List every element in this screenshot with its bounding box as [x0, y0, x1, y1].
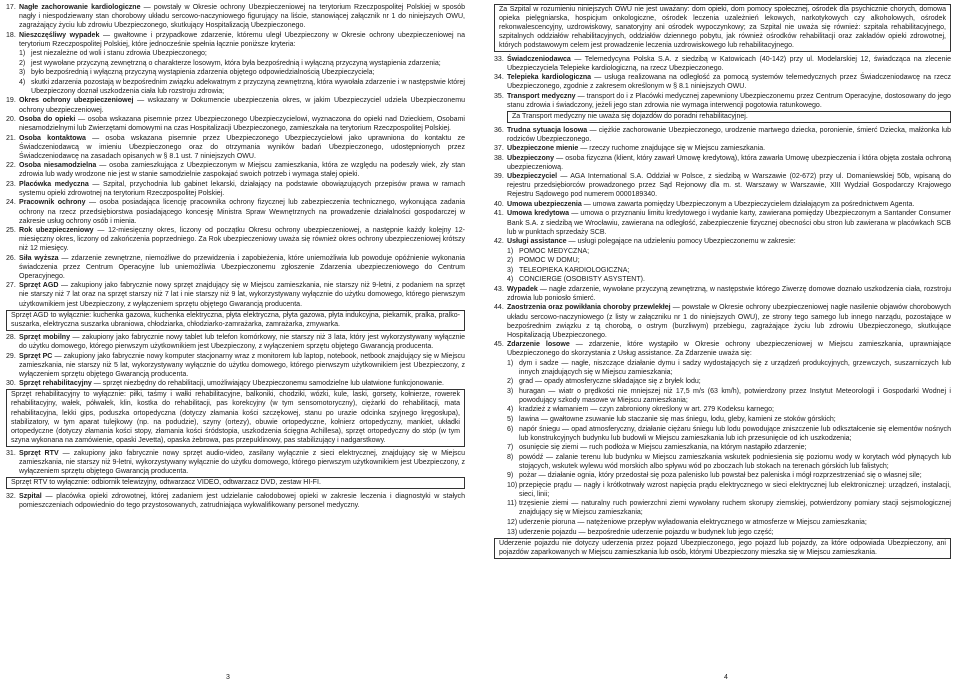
defined-term: Osoba niesamodzielna	[19, 162, 97, 170]
defined-term: Ubezpieczone mienie	[507, 145, 579, 153]
definition-text: — usługi polegające na udzieleniu pomocy Ubezpieczonemu w zakresie:	[566, 238, 796, 246]
sub-item-number: 1)	[507, 247, 514, 255]
sub-item-number: 3)	[507, 266, 514, 274]
sub-item	[507, 266, 951, 275]
item-number: 42.	[494, 238, 504, 246]
sub-item	[507, 425, 951, 443]
sub-item	[507, 275, 951, 284]
page-number-left: 3	[226, 674, 230, 681]
sub-item-text: uderzenie pojazdu — bezpośrednie uderzenie pojazdu w budynek lub jego część;	[519, 528, 774, 536]
definition-item	[494, 237, 951, 246]
defined-term: Sprzęt mobilny	[19, 334, 71, 342]
sub-item	[507, 377, 951, 386]
definition-text: — 12-miesięczny okres, liczony od początku Okresu ochrony ubezpieczeniowej, a następnie każdy kolejny 12-miesięczny okres, liczony od zakończenia poprzedniego. Za Rok ubezpieczeniowy uważa się również okres ochrony ubezpieczeniowej krótszy niż 12 miesięcy.	[19, 227, 465, 253]
item-number: 28.	[6, 334, 16, 342]
definition-item	[6, 134, 465, 161]
defined-term: Transport medyczny	[507, 92, 576, 100]
definition-text: — osoba wskazana pisemnie przez Ubezpieczonego Ubezpieczycielowi, wyznaczona do opieki nad Dzieckiem, Osobami niesamodzielnymi lub Zwierzętami domowymi na czas Hospitalizacji Ubezpieczonego, zamieszkała na terytorium Rzeczpospolitej Polskiej.	[19, 116, 466, 133]
definition-text: — osoba fizyczna (klient, który zawarł Umowę kredytową), która zawarła Umowę ubezpieczenia i która objęta została ochroną ubezpieczeniową.	[507, 154, 951, 171]
definition-item	[494, 200, 951, 209]
item-number: 38.	[494, 154, 504, 162]
sub-item	[507, 499, 951, 517]
defined-term: Rok ubezpieczeniowy	[19, 227, 94, 235]
item-number: 19.	[6, 97, 16, 105]
defined-term: Wypadek	[507, 285, 538, 293]
item-number: 43.	[494, 285, 504, 293]
item-number: 26.	[6, 254, 16, 262]
definition-text: — zakupiony jako fabrycznie nowy tablet lub telefon komórkowy, nie starszy niż 3 lata, który jest wykorzystywany wyłącznie do użytku domowego, którego pierwszym użytkownikiem jest Ubezpieczony, z wyłączeniem sprzętu objętego Gwarancją producenta.	[19, 334, 465, 351]
item-number: 41.	[494, 210, 504, 218]
definition-text: — umowa o przyznaniu limitu kredytowego i wydanie karty, zawierana pomiędzy Ubezpieczonym a Santander Consumer Bank S.A. z siedzibą we Wrocławiu, zawierana na odległość, zabezpieczenie fizycznej obecności obu stron lub zawierana w placówkach SCB lub w punktach sprzedaży SCB.	[507, 210, 952, 236]
definition-item	[494, 154, 951, 172]
sub-item	[507, 528, 951, 537]
note-box: Za Transport medyczny nie uważa się dojazdów do poradni rehabilitacyjnej.	[507, 111, 951, 123]
defined-term: Nagłe zachorowanie kardiologiczne	[19, 4, 141, 11]
sub-item-number: 5)	[507, 416, 514, 424]
definition-item	[6, 180, 465, 198]
item-number: 34.	[494, 74, 504, 82]
sub-item-text: napór śniegu — opad atmosferyczny, działanie ciężaru śniegu lub lodu powodujące zniszczenie lub odkształcenie się elementów nośnych lub konstrukcyjnych budynku lub budowli w Miejscu zamieszkania lub ich przesunięcie od ich uszkodzenia;	[519, 425, 951, 442]
definition-item	[6, 115, 465, 133]
item-number: 21.	[6, 134, 16, 142]
definition-text: — osoba posiadająca licencję pracownika ochrony fizycznej lub zabezpieczenia technicznego, wykonująca zadania ochrony na rzecz przedsiębiorstwa posiadającego koncesję Ministra Spraw Wewnętrznych na prowadzenie działalności gospodarczej w zakresie usług ochrony osób i mienia.	[19, 199, 465, 225]
defined-term: Ubezpieczony	[507, 154, 554, 162]
defined-term: Świadczeniodawca	[507, 55, 571, 63]
item-number: 44.	[494, 304, 504, 312]
sub-item-text: lawina — gwałtowne zsuwanie lub staczanie się mas śniegu, lodu, gleby, kamieni ze stoków górskich;	[519, 416, 836, 424]
defined-term: Zaostrzenia oraz powikłania choroby przewlekłej	[507, 304, 671, 312]
defined-term: Umowa ubezpieczenia	[507, 200, 582, 208]
definition-item	[494, 92, 951, 110]
item-number: 40.	[494, 200, 504, 208]
sub-item-number: 10)	[507, 481, 518, 489]
sub-item	[507, 359, 951, 377]
page-number-right: 4	[724, 674, 728, 681]
sub-item-text: skutki zdarzenia pozostają w bezpośrednim związku adekwatnym z przyczyną zewnętrzną, która wywołała zdarzenie i w następstwie której Ubezpieczony doznał uszkodzenia ciała lub rozstroju zdrowia;	[31, 78, 465, 95]
sub-item-text: powódź — zalanie terenu lub budynku w Miejscu zamieszkania wskutek podniesienia się poziomu wody w korytach wód płynących lub stojących, wskutek wylewu wód morskich albo spływu wód po zboczach lub stokach na terenach górskich lub falistych;	[519, 453, 951, 470]
defined-term: Umowa kredytowa	[507, 210, 570, 218]
sub-item-text: CONCIERGE (OSOBISTY ASYSTENT).	[519, 276, 645, 284]
definition-text: — transport do i z Placówki medycznej zapewniony Ubezpieczonemu przez Centrum Operacyjne, dostosowany do jego stanu zdrowia i świadczony, jeżeli jego stan zdrowia nie wymaga interwencji pogotowia ratunkowego.	[507, 92, 951, 109]
item-number: 30.	[6, 380, 16, 388]
defined-term: Telepieka kardiologiczna	[507, 74, 592, 82]
item-number: 31.	[6, 450, 16, 458]
item-number: 27.	[6, 282, 16, 290]
definition-item	[6, 352, 465, 379]
item-number: 22.	[6, 162, 16, 170]
definition-item	[6, 379, 465, 388]
definition-item	[6, 96, 465, 114]
item-number: 25.	[6, 227, 16, 235]
item-number: 36.	[494, 126, 504, 134]
defined-term: Szpital	[19, 492, 42, 500]
definition-item	[494, 340, 951, 358]
sub-item	[19, 68, 465, 77]
sub-item	[507, 256, 951, 265]
defined-term: Ubezpieczyciel	[507, 173, 558, 181]
definition-item	[494, 144, 951, 153]
defined-term: Sprzęt PC	[19, 352, 53, 360]
sub-item-text: POMOC W DOMU;	[519, 257, 580, 265]
note-box: Sprzęt AGD to wyłącznie: kuchenka gazowa, kuchenka elektryczna, płyta elektryczna, płyta gazowa, płyta indukcyjna, piekarnik, pralka, pralko-suszarka, elektryczna suszarka ubraniowa, chłodziarka, chłodziarko-zamrażarka, zamrażarka, zmywarka.	[6, 310, 465, 331]
sub-item	[507, 443, 951, 452]
defined-term: Sprzęt RTV	[19, 450, 59, 458]
sub-item-text: przepięcie prądu — nagły i krótkotrwały wzrost napięcia prądu elektrycznego w sieci elektrycznej lub elektronicznej: urządzeń, instalacji, sieci, linii;	[519, 481, 951, 498]
item-number: 20.	[6, 116, 16, 124]
definition-item	[494, 73, 951, 91]
definition-text: — zakupiony jako fabrycznie nowy sprzęt audio-video, zasilany wyłącznie z sieci elektrycznej, znajdujący się w Miejscu zamieszkania, nie starszy niż 9-letni, wykorzystywany wyłącznie do użytku domowego, którego pierwszym użytkownikiem jest Ubezpieczony, z wyłączeniem sprzętu objętego Gwarancją producenta.	[19, 450, 465, 476]
defined-term: Pracownik ochrony	[19, 199, 86, 207]
note-box: Uderzenie pojazdu nie dotyczy uderzenia przez pojazd Ubezpieczonego, jego pojazd lub pojazdy, za które odpowiada Ubezpieczony, ani pojazdów zaparkowanych w Miejscu zamieszkania lub osób, którymi Ubezpieczony mieszka się w Miejscu zamieszkania.	[494, 538, 951, 559]
definition-item	[494, 55, 951, 73]
sub-item-number: 4)	[507, 406, 514, 414]
defined-term: Okres ochrony ubezpieczeniowej	[19, 97, 134, 105]
definition-item	[6, 161, 465, 179]
sub-item-text: kradzież z włamaniem — czyn zabroniony określony w art. 279 Kodeksu karnego;	[519, 406, 774, 414]
sub-item	[507, 405, 951, 414]
definition-text: — Szpital, przychodnia lub gabinet lekarski, działający na podstawie obowiązujących przepisów prawa w ramach systemu opieki zdrowotnej na terytorium Rzeczpospolitej Polskiej.	[19, 180, 465, 197]
sub-item-number: 1)	[507, 359, 514, 367]
definition-text: — gwałtowne i przypadkowe zdarzenie, któremu uległ Ubezpieczony w Okresie ochrony ubezpieczeniowej na terytorium Rzeczpospolitej Polskiej, które jednocześnie spełnia łącznie poniższe kryteria:	[19, 31, 465, 48]
defined-term: Sprzęt AGD	[19, 282, 59, 290]
definition-item	[6, 492, 465, 510]
definition-item	[494, 303, 951, 339]
sub-item-text: trzęsienie ziemi — naturalny ruch powierzchni ziemi wywołany ruchem skorupy ziemskiej, potwierdzony pomiary stacji sejsmologicznej znajdujący się w Miejscu zamieszkania;	[519, 500, 951, 517]
sub-item-text: było bezpośrednią i wyłączną przyczyną wystąpienia zdarzenia objętego odpowiedzialnością Ubezpieczyciela;	[31, 69, 375, 77]
definition-text: — nagłe zdarzenie, wywołane przyczyną zewnętrzną, w następstwie którego Ziwerzę domowe doznało uszkodzenia ciała, rozstroju zdrowia lub poniosło śmierć.	[507, 285, 951, 302]
definition-item	[494, 285, 951, 303]
left-column	[6, 3, 465, 510]
sub-item-text: pożar — działanie ognia, który przedostał się poza palenisko lub powstał bez paleniska i mógł rozprzestrzeniać się o własnej sile;	[519, 472, 922, 480]
sub-item	[507, 247, 951, 256]
defined-term: Siła wyższa	[19, 254, 59, 262]
definition-text: — sprzęt niezbędny do rehabilitacji, umożliwiający Ubezpieczonemu samodzielne lub ułatwione funkcjonowanie.	[91, 380, 444, 388]
definition-text: — wskazany w Dokumencie ubezpieczenia okres, w jakim Ubezpieczyciel udziela Ubezpieczonemu ochrony ubezpieczeniowej.	[19, 97, 465, 114]
definition-item	[6, 198, 465, 225]
sub-item	[507, 387, 951, 405]
sub-item-number: 12)	[507, 519, 518, 527]
sub-item-number: 11)	[507, 500, 517, 508]
sub-item-text: huragan — wiatr o prędkości nie mniejszej niż 17,5 m/s (63 km/h), potwierdzony przez Instytut Meteorologii i Gospodarki Wodnej i powodujący szkody masowe w Miejscu zamieszkania;	[519, 387, 951, 404]
item-number: 24.	[6, 199, 16, 207]
definition-item	[6, 226, 465, 253]
item-number: 29.	[6, 352, 16, 360]
item-number: 32.	[6, 492, 16, 500]
item-number: 17.	[6, 4, 16, 11]
definition-item	[6, 3, 465, 30]
definition-text: — placówka opieki zdrowotnej, której zadaniem jest udzielanie całodobowej opieki w zakresie leczenia i diagnostyki w stałych pomieszczeniach odpowiednio do tego przystosowanych, zatrudniająca wykwalifikowany personel medyczny.	[19, 492, 465, 509]
definition-text: — rzeczy ruchome znajdujące się w Miejscu zamieszkania.	[578, 145, 766, 153]
sub-item-number: 2)	[507, 257, 514, 265]
item-number: 33.	[494, 55, 504, 63]
sub-item	[507, 415, 951, 424]
defined-term: Osoba do opieki	[19, 116, 76, 124]
item-number: 23.	[6, 180, 16, 188]
definition-item	[6, 254, 465, 281]
note-box: Sprzęt rehabilitacyjny to wyłącznie: piłki, taśmy i wałki rehabilitacyjne, balkoniki, chodziki, wózki, kule, laski, gorsety, kołnierze, rowerek rehabilitacyjny, wałek, półwałek, klin, kostka do rehabilitacji, pas korekcyjny (w tym sensomotoryczny), ciężarki do rehabilitacji, mata rehabilitacyjna, lekki gips, poduszka ortopedyczna (dotyczy złamania kości szczękowej, stanu po urazie odcinka szyjnego kręgosłupa), stabilizatory, w tym aparat tulejkowy (np. na podudzie), szyny (ortezy), obuwie ortopedyczne, kołnierz ortopedyczny, mankiet, układki ortopedyczne (dotyczy złamania kości stopy, złamania kości śródstopia, uszkodzenia ścięgna Achillesa), sprzęt ortopedyczny do stóp (w tym szyna wykonana na zamówienie, opaski Jevetta), opaska żebrowa, pas przepuklinowy, pas stabilizujący i nadgarstkowy.	[6, 389, 465, 446]
defined-term: Zdarzenie losowe	[507, 341, 570, 349]
defined-term: Trudna sytuacja losowa	[507, 126, 588, 134]
definition-text: — zakupiony jako fabrycznie nowy komputer stacjonarny wraz z monitorem lub laptop, notebook, netbook znajdujący się w Miejscu zamieszkania, nie starszy niż 5 lat, wykorzystywany wyłącznie do użytku domowego, którego pierwszym użytkownikiem jest Ubezpieczony, z wyłączeniem sprzętu objętego Gwarancją producenta.	[19, 352, 465, 378]
definition-item	[6, 281, 465, 308]
definition-text: — osoba zamieszkująca z Ubezpieczonym w Miejscu zamieszkania, która ze względu na podeszły wiek, zły stan zdrowia lub wady wrodzone nie jest w stanie samodzielnie zaspokajać swoich potrzeb i wymaga stałej opieki.	[19, 162, 465, 179]
definition-text: — umowa zawarta pomiędzy Ubezpieczonym a Ubezpieczycielem działającym za pośrednictwem Agenta.	[581, 200, 915, 208]
right-column	[494, 3, 951, 561]
sub-item-number: 7)	[507, 444, 514, 452]
sub-item-number: 4)	[19, 78, 26, 86]
defined-term: Usługi assistance	[507, 238, 567, 246]
definition-item	[6, 31, 465, 49]
sub-item-text: osunięcie się ziemi — ruch podłoża w Miejscu zamieszkania, na którym nastąpiło zdarzenie;	[519, 444, 807, 452]
sub-item	[19, 49, 465, 58]
definition-item	[494, 209, 951, 236]
sub-item-number: 2)	[19, 59, 26, 67]
item-number: 39.	[494, 173, 504, 181]
definition-item	[494, 126, 951, 144]
sub-item-text: jest niezależne od woli i stanu zdrowia Ubezpieczonego;	[31, 50, 207, 58]
sub-item	[507, 471, 951, 480]
definition-text: — zakupiony jako fabrycznie nowy sprzęt znajdujący się w Miejscu zamieszkania, nie starszy niż 9-letni, z podaniem na sprzęt nie starszy niż 7 lat oraz na sprzęt starszy niż 7 lat i nie starszy niż 9 lat, wykorzystywany wyłącznie do użytku domowego, którego pierwszym użytkownikiem jest Ubezpieczony, z wyłączeniem sprzętu objętego Gwarancją producenta.	[19, 282, 465, 308]
sub-item-number: 2)	[507, 378, 514, 386]
sub-item-number: 3)	[507, 387, 514, 395]
sub-item-number: 13)	[507, 528, 518, 536]
sub-item-number: 1)	[19, 50, 26, 58]
sub-item-text: jest wywołane przyczyną zewnętrzną o charakterze losowym, która była bezpośrednią i wyłączną przyczyną wystąpienia zdarzenia;	[31, 59, 441, 67]
sub-item	[19, 78, 465, 96]
sub-item-number: 9)	[507, 472, 514, 480]
sub-item-number: 8)	[507, 453, 514, 461]
definition-text: — osoba wskazana pisemnie przez Ubezpieczonego Ubezpieczycielowi jako uprawniona do kontaktu ze Świadczeniodawcą w imieniu Ubezpieczonego oraz do otrzymania wyników badań Ubezpieczonego, udostępnionych przez Świadczeniodawcę na zasadach opisanych w § 8.1 ust. 7 niniejszych OWU.	[19, 134, 465, 160]
note-box: Sprzęt RTV to wyłącznie: odbiornik telewizyjny, odtwarzacz VIDEO, odtwarzacz DVD, zestaw HI-FI.	[6, 477, 465, 489]
definition-text: — powstałe w Okresie ochrony ubezpieczeniowej nagłe nasilenie objawów chorobowych układu sercowo-naczyniowego (z listy w załączniku nr 1 do niniejszych OWU), ze strony tego samego lub innego narządu, pozostające w bezpośrednim związku z tą chorobą, o ostrym (burzliwym) przebiegu, zagrażające życiu lub zdrowiu Ubezpieczonego, skutkujące Hospitalizacją Ubezpieczonego.	[507, 304, 951, 339]
sub-item-text: POMOC MEDYCZNA;	[519, 247, 590, 255]
defined-term: Placówka medyczna	[19, 180, 89, 188]
defined-term: Osoba kontaktowa	[19, 134, 86, 142]
item-number: 45.	[494, 341, 504, 349]
definition-text: — ciężkie zachorowanie Ubezpieczonego, urodzenie martwego dziecka, poronienie, śmierć Dziecka, małżonka lub rodziców Ubezpieczonego.	[507, 126, 952, 143]
sub-item	[507, 518, 951, 527]
item-number: 35.	[494, 92, 504, 100]
sub-item-number: 3)	[19, 69, 26, 77]
definition-text: — zdarzenie zewnętrzne, niemożliwe do przewidzenia i zapobieżenia, które uniemożliwia lub powoduje opóźnienie wykonania świadczenia przez Centrum Operacyjne lub uniemożliwia Ubezpieczonemu zgłoszenie Zdarzenia ubezpieczeniowego do Centrum Operacyjnego.	[19, 254, 465, 280]
sub-item-text: TELEOPIEKA KARDIOLOGICZNA;	[519, 266, 630, 274]
item-number: 37.	[494, 145, 504, 153]
sub-item	[507, 481, 951, 499]
sub-item-number: 4)	[507, 276, 514, 284]
sub-item	[19, 59, 465, 68]
definition-text: — AGA International S.A. Oddział w Polsce, z siedzibą w Warszawie (02-672) przy ul. Domaniewskiej 50b, wpisaną do rejestru przedsiębiorców prowadzonego przez Sąd Rejonowy dla m. st. Warszawy w Warszawie, XIII Wydział Gospodarczy Krajowego Rejestru Sądowego pod numerem 0000189340.	[507, 173, 951, 199]
definition-text: — zdarzenie, które wystąpiło w Okresie ochrony ubezpieczeniowej w Miejscu zamieszkania, uprawniające Ubezpieczonego do skorzystania z Usług assistance. Za Zdarzenie uważa się:	[507, 341, 951, 358]
definition-text: — Telemedycyna Polska S.A. z siedzibą w Katowicach (40-142) przy ul. Modelarskiej 12, świadcząca na zlecenie Ubezpieczyciela Telepieke kardiologiczną, na rzecz Ubezpieczonego.	[507, 55, 951, 72]
definition-item	[6, 449, 465, 476]
sub-item-text: grad — opady atmosferyczne składające się z bryłek lodu;	[519, 378, 701, 386]
sub-item-text: uderzenie pioruna — natężeniowe przepływ wyładowania elektrycznego w atmosferze w Miejscu zamieszkania;	[519, 519, 867, 527]
item-number: 18.	[6, 31, 16, 39]
sub-item-number: 6)	[507, 425, 514, 433]
sub-item-text: dym i sadze — nagłe, niszczące działanie dymu i sadzy wydostających się z urządzeń produkcyjnych, grzewczych, suszarniczych lub innych znajdujących się w Miejscu zamieszkania;	[519, 359, 951, 376]
definition-text: — usługa realizowana na odległość za pomocą systemów telemedycznych przez Świadczeniodawcę na rzecz Ubezpieczonego, zgodnie z zakresem określonym w § 8.1 niniejszych OWU.	[507, 74, 951, 91]
definition-item	[6, 333, 465, 351]
definition-text: — powstały w Okresie ochrony Ubezpieczeniowej na terytorium Rzeczpospolitej Polskiej w sposób nagły i niespodziewany stan chorobowy układu sercowo-naczyniowego figurujący na liście, stanowiącej załącznik nr 1 do niniejszych OWU, zagrażający życiu lub zdrowiu Ubezpieczonego, skutkujący Hospitalizacją Ubezpieczonego.	[19, 4, 465, 30]
note-box: Za Szpital w rozumieniu niniejszych OWU nie jest uważany: dom opieki, dom pomocy społecznej, ośrodek dla psychicznie chorych, domowa opieka pielęgniarska, hospicjum onkologiczne, ośrodek leczenia uzależnień lekowych, narkotykowych czy alkoholowych, ośrodek rekonwalescencyjny, uzdrowiskowy, sanatoryjny ani ośrodek wypoczynkowy; za Szpital nie uważa się również: szpitala rehabilitacyjnego, szpitalnych oddziałów rehabilitacyjnych, oddziałów dziennego pobytu, jak również ośrodków rehabilitacji oraz zakładów opieki zdrowotnej, których podstawowym celem jest prowadzenie leczenia uzdrowiskowego lub rehabilitacyjnego.	[494, 4, 951, 52]
sub-item	[507, 453, 951, 471]
defined-term: Sprzęt rehabilitacyjny	[19, 380, 92, 388]
definition-item	[494, 172, 951, 199]
defined-term: Nieszczęśliwy wypadek	[19, 31, 100, 39]
